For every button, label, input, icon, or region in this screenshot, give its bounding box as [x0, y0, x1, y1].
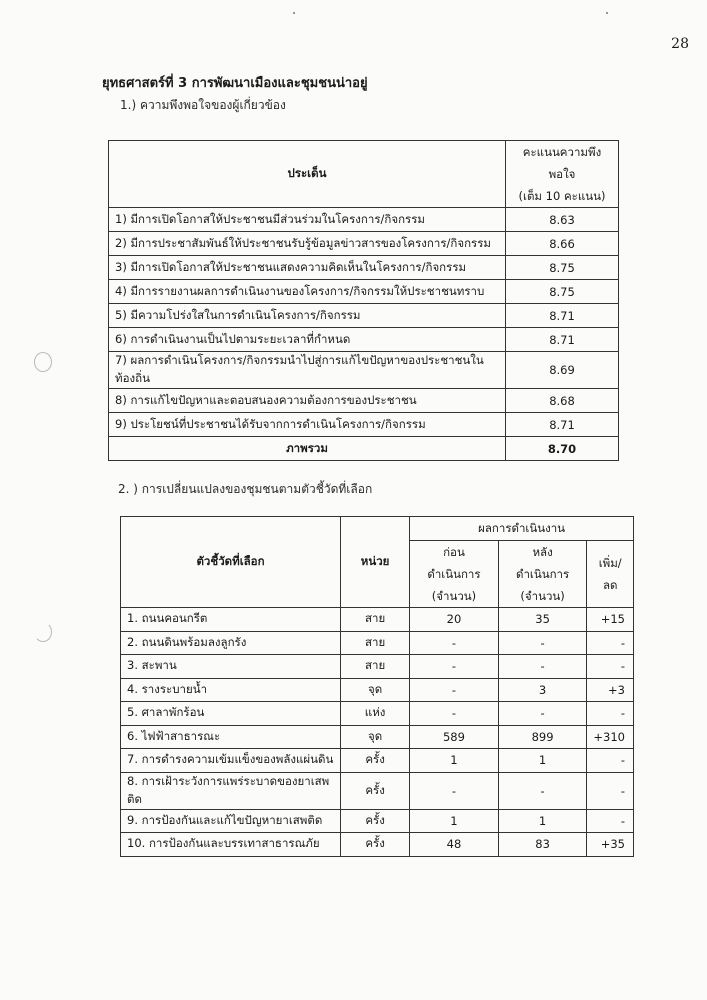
- before-cell: -: [410, 678, 499, 702]
- before-cell: -: [410, 772, 499, 809]
- issue-cell: 2) มีการประชาสัมพันธ์ให้ประชาชนรับรู้ข้อมูลข่าวสารของโครงการ/กิจกรรม: [109, 232, 506, 256]
- unit-cell: ครั้ง: [341, 749, 410, 773]
- table-header-row: [109, 141, 619, 208]
- after-cell: 1: [498, 809, 587, 833]
- col-score-header-line1: คะแนนความพึงพอใจ: [522, 145, 602, 181]
- table-header-row: [121, 517, 634, 541]
- before-cell: -: [410, 702, 499, 726]
- issue-cell: 1) มีการเปิดโอกาสให้ประชาชนมีส่วนร่วมในโครงการ/กิจกรรม: [109, 208, 506, 232]
- score-cell: 8.75: [506, 280, 619, 304]
- table-row: [109, 280, 619, 304]
- diff-cell: +35: [587, 833, 634, 857]
- indicator-table: [120, 516, 634, 857]
- satisfaction-table: [108, 140, 619, 461]
- issue-cell: 5) มีความโปร่งใสในการดำเนินโครงการ/กิจกรรม: [109, 304, 506, 328]
- col-after-line1: หลัง: [532, 545, 553, 559]
- indicator-cell: 8. การเฝ้าระวังการแพร่ระบาดของยาเสพติด: [121, 772, 341, 809]
- issue-cell: 4) มีการรายงานผลการดำเนินงานของโครงการ/กิจกรรมให้ประชาชนทราบ: [109, 280, 506, 304]
- unit-cell: จุด: [341, 725, 410, 749]
- diff-cell: -: [587, 702, 634, 726]
- issue-cell: 8) การแก้ไขปัญหาและตอบสนองความต้องการของประชาชน: [109, 389, 506, 413]
- table-row: [109, 352, 619, 389]
- col-before-line1: ก่อน: [443, 545, 465, 559]
- col-indicator-header: ตัวชี้วัดที่เลือก: [121, 517, 341, 608]
- table-row: [121, 655, 634, 679]
- score-cell: 8.71: [506, 304, 619, 328]
- table-row: [121, 809, 634, 833]
- indicator-cell: 4. รางระบายน้ำ: [121, 678, 341, 702]
- total-score: 8.70: [506, 437, 619, 461]
- indicator-cell: 6. ไฟฟ้าสาธารณะ: [121, 725, 341, 749]
- after-cell: 1: [498, 749, 587, 773]
- score-cell: 8.75: [506, 256, 619, 280]
- issue-cell: 7) ผลการดำเนินโครงการ/กิจกรรมนำไปสู่การแก้ไขปัญหาของประชาชนในท้องถิ่น: [109, 352, 506, 389]
- before-cell: -: [410, 655, 499, 679]
- after-cell: 35: [498, 608, 587, 632]
- col-unit-header: หน่วย: [341, 517, 410, 608]
- col-after-line3: (จำนวน): [520, 589, 565, 603]
- after-cell: -: [498, 702, 587, 726]
- score-cell: 8.63: [506, 208, 619, 232]
- diff-cell: +15: [587, 608, 634, 632]
- after-cell: -: [498, 772, 587, 809]
- unit-cell: สาย: [341, 631, 410, 655]
- col-result-header: ผลการดำเนินงาน: [410, 517, 634, 541]
- table-row: [121, 631, 634, 655]
- table-row: [109, 208, 619, 232]
- table-row: [109, 256, 619, 280]
- indicator-cell: 7. การดำรงความเข้มแข็งของพลังแผ่นดิน: [121, 749, 341, 773]
- indicator-cell: 9. การป้องกันและแก้ไขปัญหายาเสพติด: [121, 809, 341, 833]
- col-issue-header: ประเด็น: [109, 141, 506, 208]
- before-cell: 1: [410, 749, 499, 773]
- table-row: [121, 725, 634, 749]
- after-cell: -: [498, 631, 587, 655]
- indicator-cell: 10. การป้องกันและบรรเทาสาธารณภัย: [121, 833, 341, 857]
- before-cell: 1: [410, 809, 499, 833]
- table-row: [109, 389, 619, 413]
- table-row: [109, 232, 619, 256]
- table-row: [121, 678, 634, 702]
- unit-cell: ครั้ง: [341, 809, 410, 833]
- col-score-header: [506, 141, 619, 208]
- punch-hole-mark: [34, 622, 52, 642]
- col-before-line3: (จำนวน): [431, 589, 477, 603]
- unit-cell: จุด: [341, 678, 410, 702]
- before-cell: -: [410, 631, 499, 655]
- scan-speck: [293, 12, 295, 14]
- diff-cell: -: [587, 809, 634, 833]
- table-row: [121, 702, 634, 726]
- after-cell: 3: [498, 678, 587, 702]
- col-after-header: [498, 541, 587, 608]
- table-row: [121, 772, 634, 809]
- section1-title: 1.) ความพึงพอใจของผู้เกี่ยวข้อง: [120, 98, 286, 112]
- table-row: [109, 413, 619, 437]
- col-score-header-line2: (เต็ม 10 คะแนน): [518, 189, 606, 203]
- unit-cell: สาย: [341, 608, 410, 632]
- after-cell: -: [498, 655, 587, 679]
- unit-cell: ครั้ง: [341, 772, 410, 809]
- table-row: [109, 328, 619, 352]
- section2-title: 2. ) การเปลี่ยนแปลงของชุมชนตามตัวชี้วัดที่เลือก: [118, 482, 373, 496]
- diff-cell: +3: [587, 678, 634, 702]
- diff-cell: +310: [587, 725, 634, 749]
- col-before-header: [410, 541, 499, 608]
- strategy-heading: ยุทธศาสตร์ที่ 3 การพัฒนาเมืองและชุมชนน่าอยู่: [102, 76, 368, 91]
- issue-cell: 3) มีการเปิดโอกาสให้ประชาชนแสดงความคิดเห็นในโครงการ/กิจกรรม: [109, 256, 506, 280]
- score-cell: 8.71: [506, 413, 619, 437]
- table-row: [109, 304, 619, 328]
- unit-cell: ครั้ง: [341, 833, 410, 857]
- indicator-cell: 3. สะพาน: [121, 655, 341, 679]
- table-row: [121, 749, 634, 773]
- unit-cell: สาย: [341, 655, 410, 679]
- issue-cell: 9) ประโยชน์ที่ประชาชนได้รับจากการดำเนินโครงการ/กิจกรรม: [109, 413, 506, 437]
- after-cell: 899: [498, 725, 587, 749]
- indicator-cell: 2. ถนนดินพร้อมลงลูกรัง: [121, 631, 341, 655]
- table-row: [121, 608, 634, 632]
- after-cell: 83: [498, 833, 587, 857]
- diff-cell: -: [587, 631, 634, 655]
- indicator-cell: 1. ถนนคอนกรีต: [121, 608, 341, 632]
- unit-cell: แห่ง: [341, 702, 410, 726]
- before-cell: 48: [410, 833, 499, 857]
- page-number: 28: [671, 36, 689, 52]
- punch-hole-mark: [34, 352, 52, 372]
- score-cell: 8.69: [506, 352, 619, 389]
- before-cell: 589: [410, 725, 499, 749]
- before-cell: 20: [410, 608, 499, 632]
- diff-cell: -: [587, 772, 634, 809]
- total-label: ภาพรวม: [109, 437, 506, 461]
- col-diff-header: เพิ่ม/ลด: [587, 541, 634, 608]
- col-after-line2: ดำเนินการ: [515, 567, 570, 581]
- issue-cell: 6) การดำเนินงานเป็นไปตามระยะเวลาที่กำหนด: [109, 328, 506, 352]
- table-row: [121, 833, 634, 857]
- diff-cell: -: [587, 655, 634, 679]
- score-cell: 8.66: [506, 232, 619, 256]
- scan-speck: [606, 12, 608, 14]
- diff-cell: -: [587, 749, 634, 773]
- indicator-cell: 5. ศาลาพักร้อน: [121, 702, 341, 726]
- score-cell: 8.71: [506, 328, 619, 352]
- col-before-line2: ดำเนินการ: [427, 567, 481, 581]
- score-cell: 8.68: [506, 389, 619, 413]
- total-row: [109, 437, 619, 461]
